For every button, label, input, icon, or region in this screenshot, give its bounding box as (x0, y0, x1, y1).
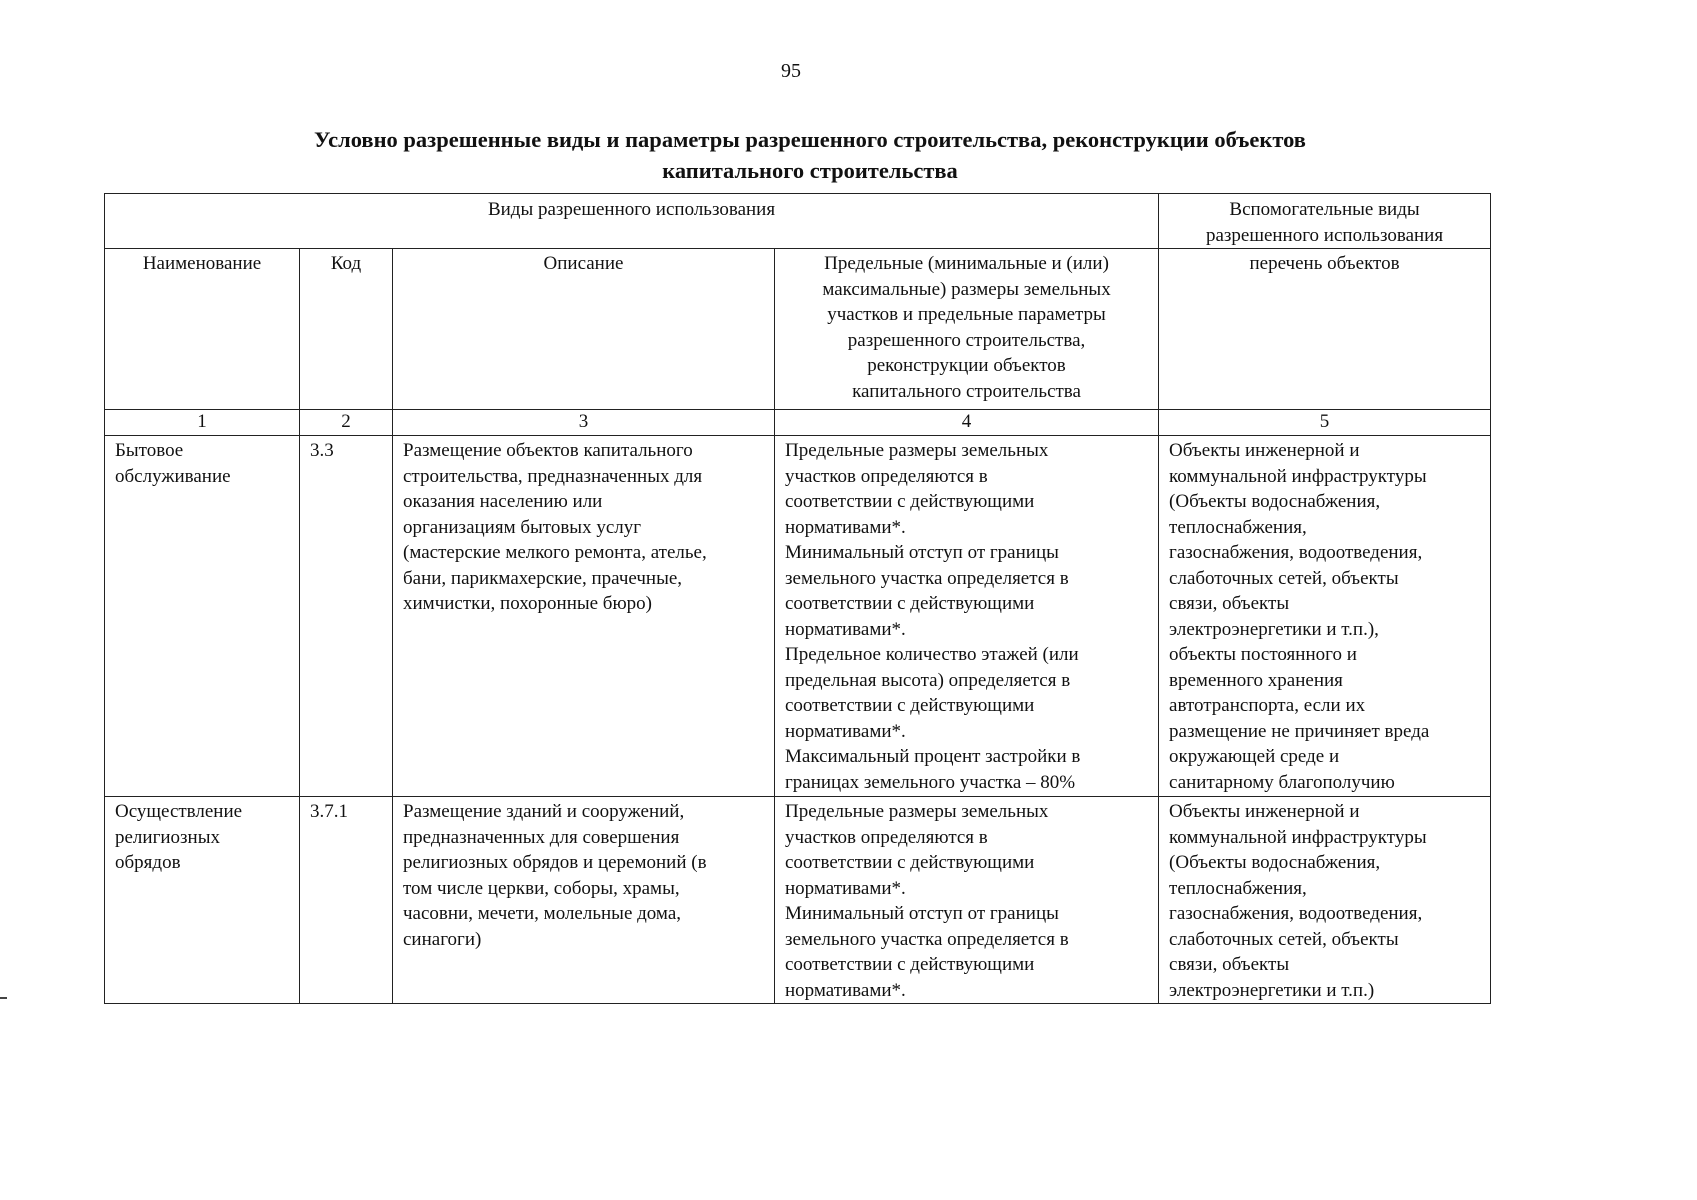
column-number: 2 (300, 410, 393, 436)
column-number: 4 (775, 410, 1159, 436)
table-row (105, 436, 1491, 797)
row-objects-cell: Объекты инженерной и коммунальной инфраструктуры (Объекты водоснабжения, теплоснабжения, газоснабжения, водоотведения, слаботочных сетей, объекты связи, объекты электроэнергетики и т.п.) (1159, 797, 1491, 1004)
row-code-cell: 3.7.1 (300, 797, 393, 1004)
column-header-code: Код (300, 249, 393, 410)
scan-margin-mark (0, 997, 7, 999)
column-header-name: Наименование (105, 249, 300, 410)
table-group-header-row (105, 194, 1491, 249)
column-header-objects: перечень объектов (1159, 249, 1491, 410)
row-code-cell: 3.3 (300, 436, 393, 797)
column-header-description: Описание (393, 249, 775, 410)
column-number: 1 (105, 410, 300, 436)
group-header-permitted-uses: Виды разрешенного использования (105, 194, 1159, 249)
row-objects-cell: Объекты инженерной и коммунальной инфраструктуры (Объекты водоснабжения, теплоснабжения, газоснабжения, водоотведения, слаботочных сетей, объекты связи, объекты электроэнергетики и т.п.), объекты постоянного и временного хранения автотранспорта, если их размещение не причиняет вреда окружающей среде и санитарному благополучию (1159, 436, 1491, 797)
document-title (180, 124, 1440, 186)
column-number: 3 (393, 410, 775, 436)
document-title-line-1: Условно разрешенные виды и параметры разрешенного строительства, реконструкции объектов (314, 127, 1306, 152)
row-limits-cell: Предельные размеры земельных участков определяются в соответствии с действующими нормативами*. Минимальный отступ от границы земельного участка определяется в соответствии с действующими нормативами*. Предельное количество этажей (или предельная высота) определяется в соответствии с действующими нормативами*. Максимальный процент застройки в границах земельного участка – 80% (775, 436, 1159, 797)
column-number: 5 (1159, 410, 1491, 436)
column-number-row (105, 410, 1491, 436)
document-title-line-2: капитального строительства (662, 158, 958, 183)
column-header-limits: Предельные (минимальные и (или) максимальные) размеры земельных участков и предельные параметры разрешенного строительства, реконструкции объектов капитального строительства (775, 249, 1159, 410)
row-name-cell: Осуществление религиозных обрядов (105, 797, 300, 1004)
permitted-uses-table (104, 193, 1491, 1004)
row-description-cell: Размещение объектов капитального строительства, предназначенных для оказания населению или организациям бытовых услуг (мастерские мелкого ремонта, ателье, бани, парикмахерские, прачечные, химчистки, похоронные бюро) (393, 436, 775, 797)
row-name-cell: Бытовое обслуживание (105, 436, 300, 797)
row-limits-cell: Предельные размеры земельных участков определяются в соответствии с действующими нормативами*. Минимальный отступ от границы земельного участка определяется в соответствии с действующими нормативами*. (775, 797, 1159, 1004)
group-header-auxiliary-uses: Вспомогательные виды разрешенного использования (1159, 194, 1491, 249)
table-row (105, 797, 1491, 1004)
table-column-header-row (105, 249, 1491, 410)
row-description-cell: Размещение зданий и сооружений, предназначенных для совершения религиозных обрядов и церемоний (в том числе церкви, соборы, храмы, часовни, мечети, молельные дома, синагоги) (393, 797, 775, 1004)
page-number: 95 (781, 60, 801, 82)
